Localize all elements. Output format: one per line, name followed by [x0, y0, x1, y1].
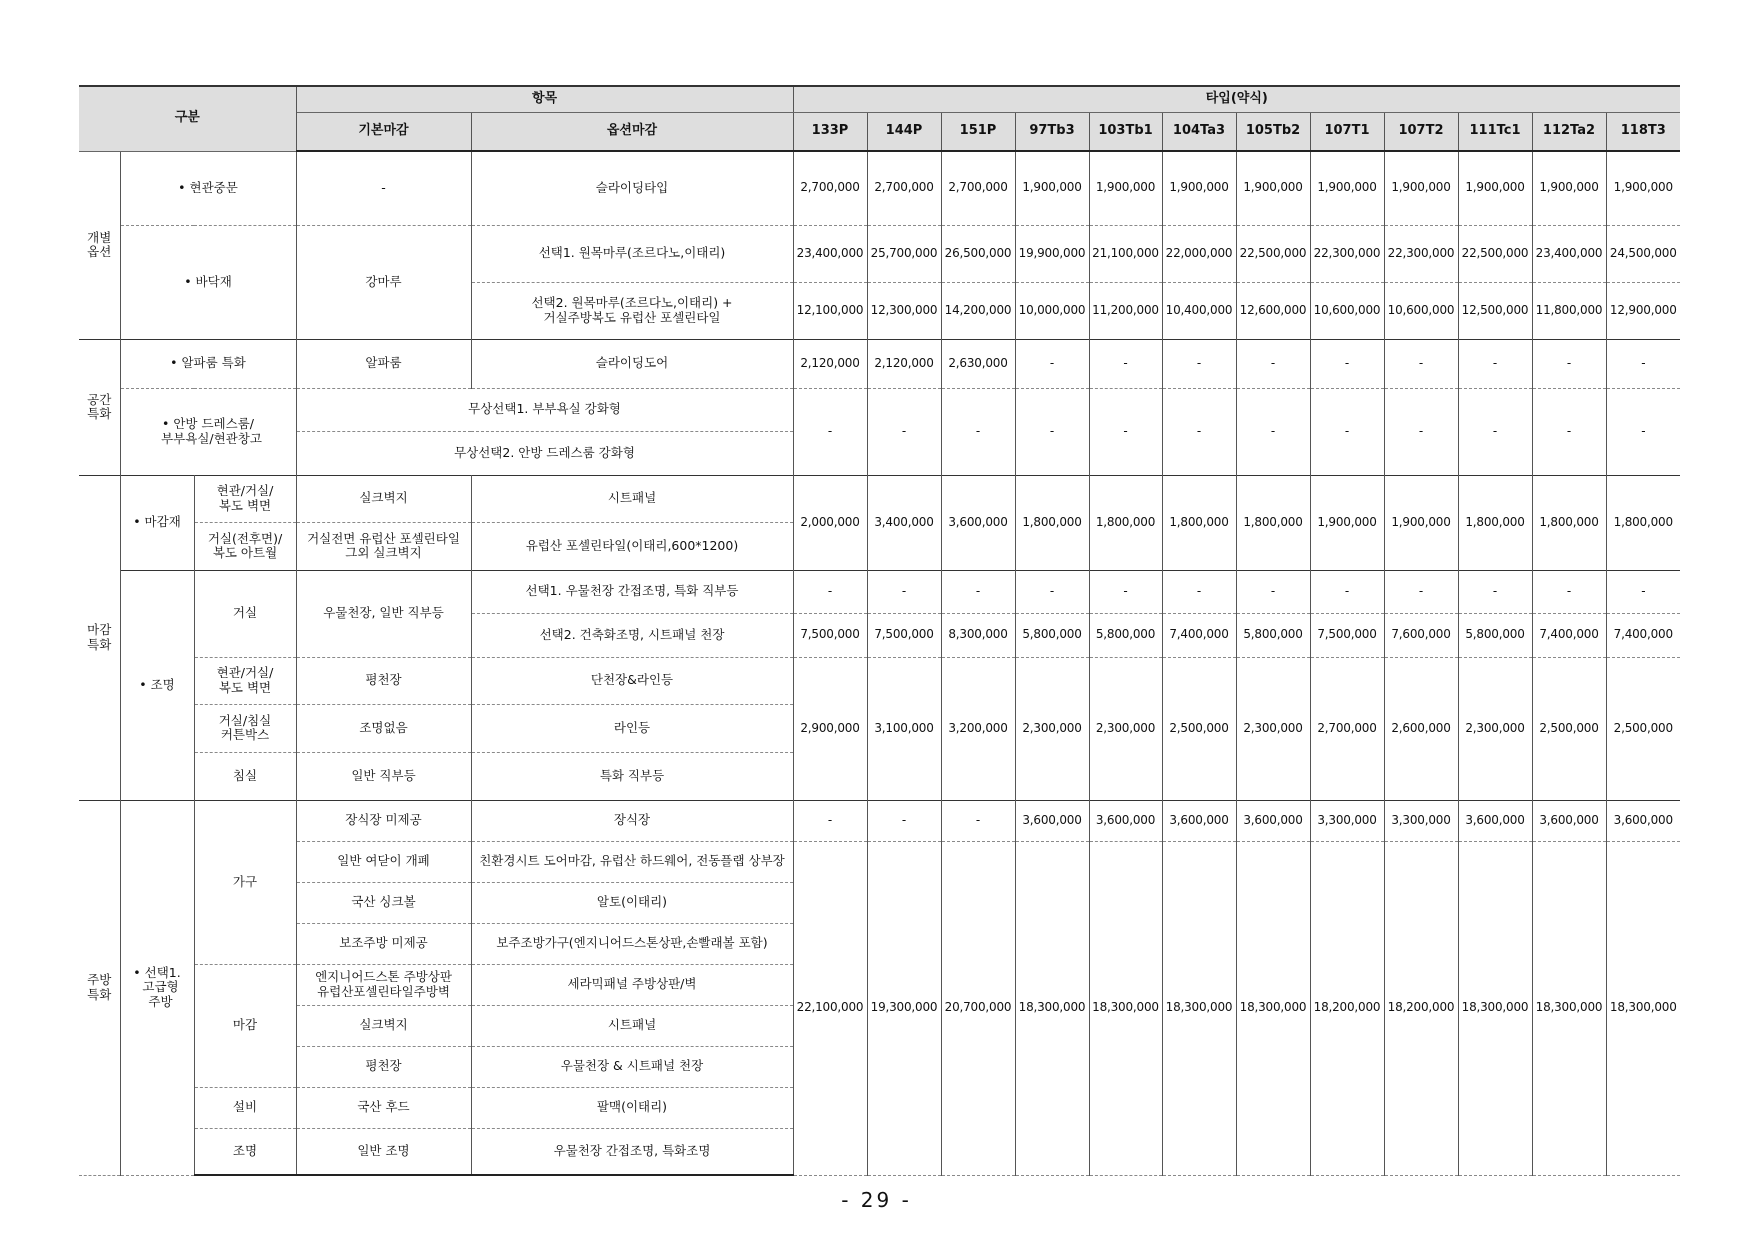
header-type: 104Ta3 — [1162, 112, 1236, 151]
price-cell: - — [1532, 388, 1606, 475]
basic-cell: 장식장 미제공 — [296, 800, 471, 841]
price-cell: - — [1236, 339, 1310, 388]
option-cell: 슬라이딩도어 — [471, 339, 793, 388]
basic-cell: 알파룸 — [296, 339, 471, 388]
category-cell: 마감 특화 — [79, 475, 120, 800]
price-cell: 18,300,000 — [1458, 841, 1532, 1175]
price-cell: 25,700,000 — [867, 225, 941, 282]
price-cell: 1,900,000 — [1458, 151, 1532, 225]
price-cell: 5,800,000 — [1015, 613, 1089, 657]
price-cell: 1,900,000 — [1384, 475, 1458, 570]
sub-item-cell: 침실 — [194, 752, 296, 800]
price-cell: 5,800,000 — [1236, 613, 1310, 657]
header-type: 144P — [867, 112, 941, 151]
price-cell: 12,500,000 — [1458, 282, 1532, 339]
item-cell: • 마감재 — [120, 475, 194, 570]
table-row — [79, 800, 1680, 841]
price-cell: 2,300,000 — [1015, 657, 1089, 800]
basic-cell: 일반 여닫이 개폐 — [296, 841, 471, 882]
sub-item-cell: 현관/거실/ 복도 벽면 — [194, 475, 296, 522]
price-cell: - — [941, 570, 1015, 613]
price-cell: 22,000,000 — [1162, 225, 1236, 282]
price-cell: - — [1532, 339, 1606, 388]
price-cell: 1,800,000 — [1532, 475, 1606, 570]
sub-item-cell: 마감 — [194, 964, 296, 1087]
price-cell: - — [793, 570, 867, 613]
option-cell: 시트패널 — [471, 475, 793, 522]
header-basic: 기본마감 — [296, 112, 471, 151]
basic-cell: 보조주방 미제공 — [296, 923, 471, 964]
option-cell: 세라믹패널 주방상판/벽 — [471, 964, 793, 1005]
price-cell: 3,600,000 — [1236, 800, 1310, 841]
price-cell: 26,500,000 — [941, 225, 1015, 282]
option-cell: 알토(이태리) — [471, 882, 793, 923]
price-cell: 5,800,000 — [1089, 613, 1162, 657]
price-cell: - — [1236, 388, 1310, 475]
header-type: 112Ta2 — [1532, 112, 1606, 151]
price-cell: 1,900,000 — [1089, 151, 1162, 225]
price-cell: 2,700,000 — [1310, 657, 1384, 800]
price-cell: 22,300,000 — [1310, 225, 1384, 282]
basic-cell: 일반 조명 — [296, 1128, 471, 1175]
price-cell: 2,500,000 — [1606, 657, 1680, 800]
basic-cell: 엔지니어드스톤 주방상판 유럽산포셀린타일주방벽 — [296, 964, 471, 1005]
price-cell: - — [867, 800, 941, 841]
table-row — [79, 475, 1680, 522]
price-cell: 18,300,000 — [1236, 841, 1310, 1175]
sub-item-cell: 거실 — [194, 570, 296, 657]
price-cell: - — [941, 388, 1015, 475]
option-cell: 유럽산 포셀린타일(이태리,600*1200) — [471, 522, 793, 570]
header-type: 151P — [941, 112, 1015, 151]
price-cell: 10,600,000 — [1384, 282, 1458, 339]
price-cell: - — [941, 800, 1015, 841]
table-row — [79, 339, 1680, 388]
price-cell: 3,600,000 — [941, 475, 1015, 570]
price-cell: 2,900,000 — [793, 657, 867, 800]
header-type-group: 타입(약식) — [793, 86, 1680, 112]
price-cell: 8,300,000 — [941, 613, 1015, 657]
price-cell: 18,300,000 — [1089, 841, 1162, 1175]
header-hangmok: 항목 — [296, 86, 793, 112]
option-cell: 보주조방가구(엔지니어드스톤상판,손빨래볼 포함) — [471, 923, 793, 964]
table-row — [79, 657, 1680, 704]
price-cell: 19,900,000 — [1015, 225, 1089, 282]
price-cell: 1,900,000 — [1015, 151, 1089, 225]
price-cell: 3,200,000 — [941, 657, 1015, 800]
price-cell: 7,600,000 — [1384, 613, 1458, 657]
price-cell: 3,300,000 — [1384, 800, 1458, 841]
price-cell: - — [1606, 339, 1680, 388]
option-cell: 슬라이딩타입 — [471, 151, 793, 225]
price-cell: 3,600,000 — [1015, 800, 1089, 841]
table-row — [79, 388, 1680, 431]
price-cell: 14,200,000 — [941, 282, 1015, 339]
basic-cell: 평천장 — [296, 657, 471, 704]
price-cell: 18,200,000 — [1310, 841, 1384, 1175]
price-cell: 3,600,000 — [1458, 800, 1532, 841]
header-type: 111Tc1 — [1458, 112, 1532, 151]
option-cell: 라인등 — [471, 704, 793, 752]
price-cell: 12,600,000 — [1236, 282, 1310, 339]
page-number: - 29 - — [841, 1188, 912, 1212]
category-cell: 개별 옵션 — [79, 151, 120, 339]
option-cell: 선택1. 우물천장 간접조명, 특화 직부등 — [471, 570, 793, 613]
price-cell: - — [1089, 388, 1162, 475]
price-cell: 22,500,000 — [1458, 225, 1532, 282]
basic-cell: 평천장 — [296, 1046, 471, 1087]
header-type: 103Tb1 — [1089, 112, 1162, 151]
price-cell: 18,300,000 — [1162, 841, 1236, 1175]
sub-item-cell: 현관/거실/ 복도 벽면 — [194, 657, 296, 704]
price-cell: - — [1606, 388, 1680, 475]
price-cell: 2,500,000 — [1532, 657, 1606, 800]
header-type: 105Tb2 — [1236, 112, 1310, 151]
price-cell: 18,300,000 — [1606, 841, 1680, 1175]
price-cell: - — [1532, 570, 1606, 613]
price-cell: 24,500,000 — [1606, 225, 1680, 282]
price-cell: 1,900,000 — [1310, 151, 1384, 225]
item-cell: • 현관중문 — [120, 151, 296, 225]
category-cell: 주방 특화 — [79, 800, 120, 1175]
price-cell: - — [867, 388, 941, 475]
price-cell: - — [1236, 570, 1310, 613]
price-cell: 1,900,000 — [1606, 151, 1680, 225]
price-cell: 18,300,000 — [1015, 841, 1089, 1175]
price-cell: 10,400,000 — [1162, 282, 1236, 339]
table-row — [79, 841, 1680, 882]
sub-item-cell: 가구 — [194, 800, 296, 964]
item-cell: • 알파룸 특화 — [120, 339, 296, 388]
price-cell: 2,700,000 — [793, 151, 867, 225]
price-cell: - — [1015, 339, 1089, 388]
header-type: 107T2 — [1384, 112, 1458, 151]
price-cell: 18,200,000 — [1384, 841, 1458, 1175]
price-cell: - — [1015, 570, 1089, 613]
price-cell: 2,500,000 — [1162, 657, 1236, 800]
price-cell: - — [1384, 388, 1458, 475]
price-cell: - — [1458, 388, 1532, 475]
price-cell: 19,300,000 — [867, 841, 941, 1175]
price-cell: - — [1458, 339, 1532, 388]
option-cell: 우물천장 간접조명, 특화조명 — [471, 1128, 793, 1175]
option-cell: 우물천장 & 시트패널 천장 — [471, 1046, 793, 1087]
price-cell: - — [1310, 388, 1384, 475]
table-row — [79, 225, 1680, 282]
price-cell: - — [1384, 570, 1458, 613]
price-cell: 2,300,000 — [1089, 657, 1162, 800]
header-option: 옵션마감 — [471, 112, 793, 151]
basic-cell: 일반 직부등 — [296, 752, 471, 800]
option-cell: 단천장&라인등 — [471, 657, 793, 704]
price-cell: 2,600,000 — [1384, 657, 1458, 800]
price-cell: 12,300,000 — [867, 282, 941, 339]
price-cell: 3,600,000 — [1089, 800, 1162, 841]
price-cell: 22,500,000 — [1236, 225, 1310, 282]
price-cell: 7,500,000 — [793, 613, 867, 657]
option-cell: 장식장 — [471, 800, 793, 841]
price-cell: 3,600,000 — [1606, 800, 1680, 841]
price-cell: 3,400,000 — [867, 475, 941, 570]
basic-cell: 강마루 — [296, 225, 471, 339]
basic-cell: 실크벽지 — [296, 475, 471, 522]
basic-cell: 국산 싱크볼 — [296, 882, 471, 923]
price-cell: 1,900,000 — [1162, 151, 1236, 225]
price-cell: - — [1310, 339, 1384, 388]
price-cell: - — [1162, 570, 1236, 613]
header-type: 118T3 — [1606, 112, 1680, 151]
price-cell: 3,600,000 — [1532, 800, 1606, 841]
basic-cell: 거실전면 유럽산 포셀린타일 그외 실크벽지 — [296, 522, 471, 570]
option-cell: 선택1. 원목마루(조르다노,이태리) — [471, 225, 793, 282]
basic-cell: 실크벽지 — [296, 1005, 471, 1046]
option-cell: 팔맥(이태리) — [471, 1087, 793, 1128]
price-cell: 7,500,000 — [867, 613, 941, 657]
price-cell: 1,800,000 — [1458, 475, 1532, 570]
price-cell: 1,800,000 — [1236, 475, 1310, 570]
price-cell: 23,400,000 — [1532, 225, 1606, 282]
price-cell: 2,700,000 — [867, 151, 941, 225]
price-cell: 23,400,000 — [793, 225, 867, 282]
price-cell: 7,500,000 — [1310, 613, 1384, 657]
price-cell: - — [793, 800, 867, 841]
price-cell: - — [1384, 339, 1458, 388]
price-cell: 3,600,000 — [1162, 800, 1236, 841]
price-cell: 22,300,000 — [1384, 225, 1458, 282]
price-cell: 1,900,000 — [1310, 475, 1384, 570]
table-row — [79, 151, 1680, 225]
price-cell: 3,300,000 — [1310, 800, 1384, 841]
price-cell: 1,800,000 — [1162, 475, 1236, 570]
price-cell: 2,300,000 — [1236, 657, 1310, 800]
price-cell: 2,120,000 — [793, 339, 867, 388]
sub-item-cell: 거실(전후면)/ 복도 아트월 — [194, 522, 296, 570]
price-cell: 11,800,000 — [1532, 282, 1606, 339]
price-cell: 3,100,000 — [867, 657, 941, 800]
price-cell: - — [1162, 388, 1236, 475]
header-type: 107T1 — [1310, 112, 1384, 151]
price-cell: 2,700,000 — [941, 151, 1015, 225]
price-cell: 1,800,000 — [1015, 475, 1089, 570]
option-cell: 무상선택2. 안방 드레스룸 강화형 — [296, 431, 793, 475]
item-cell: • 바닥재 — [120, 225, 296, 339]
price-cell: 7,400,000 — [1606, 613, 1680, 657]
option-cell: 특화 직부등 — [471, 752, 793, 800]
price-cell: - — [1162, 339, 1236, 388]
price-cell: 20,700,000 — [941, 841, 1015, 1175]
price-cell: - — [1606, 570, 1680, 613]
price-cell: - — [1310, 570, 1384, 613]
sub-item-cell: 조명 — [194, 1128, 296, 1175]
category-cell: 공간 특화 — [79, 339, 120, 475]
price-cell: 2,120,000 — [867, 339, 941, 388]
header-type: 133P — [793, 112, 867, 151]
price-cell: 18,300,000 — [1532, 841, 1606, 1175]
price-cell: 12,100,000 — [793, 282, 867, 339]
item-cell: • 선택1. 고급형 주방 — [120, 800, 194, 1175]
price-cell: 1,900,000 — [1384, 151, 1458, 225]
price-cell: 2,300,000 — [1458, 657, 1532, 800]
item-cell: • 안방 드레스룸/ 부부욕실/현관창고 — [120, 388, 296, 475]
option-cell: 시트패널 — [471, 1005, 793, 1046]
price-cell: 10,000,000 — [1015, 282, 1089, 339]
price-cell: 7,400,000 — [1162, 613, 1236, 657]
option-cell: 무상선택1. 부부욕실 강화형 — [296, 388, 793, 431]
sub-item-cell: 설비 — [194, 1087, 296, 1128]
basic-cell: - — [296, 151, 471, 225]
header-type: 97Tb3 — [1015, 112, 1089, 151]
price-cell: 11,200,000 — [1089, 282, 1162, 339]
basic-cell: 조명없음 — [296, 704, 471, 752]
item-cell: • 조명 — [120, 570, 194, 800]
header-gubun: 구분 — [79, 86, 296, 151]
price-cell: 12,900,000 — [1606, 282, 1680, 339]
basic-cell: 국산 후드 — [296, 1087, 471, 1128]
option-cell: 친환경시트 도어마감, 유럽산 하드웨어, 전동플랩 상부장 — [471, 841, 793, 882]
price-cell: - — [1089, 339, 1162, 388]
option-cell: 선택2. 건축화조명, 시트패널 천장 — [471, 613, 793, 657]
price-cell: 1,900,000 — [1532, 151, 1606, 225]
price-cell: - — [1089, 570, 1162, 613]
price-cell: 1,800,000 — [1606, 475, 1680, 570]
price-cell: - — [793, 388, 867, 475]
price-cell: 5,800,000 — [1458, 613, 1532, 657]
price-cell: 10,600,000 — [1310, 282, 1384, 339]
price-cell: 2,630,000 — [941, 339, 1015, 388]
basic-cell: 우물천장, 일반 직부등 — [296, 570, 471, 657]
price-cell: 1,800,000 — [1089, 475, 1162, 570]
price-cell: - — [867, 570, 941, 613]
table-row — [79, 570, 1680, 613]
price-cell: 1,900,000 — [1236, 151, 1310, 225]
option-cell: 선택2. 원목마루(조르다노,이태리) + 거실주방복도 유럽산 포셀린타일 — [471, 282, 793, 339]
price-cell: - — [1015, 388, 1089, 475]
option-price-table — [79, 85, 1680, 1176]
price-cell: 21,100,000 — [1089, 225, 1162, 282]
price-cell: 7,400,000 — [1532, 613, 1606, 657]
sub-item-cell: 거실/침실 커튼박스 — [194, 704, 296, 752]
price-cell: 2,000,000 — [793, 475, 867, 570]
price-cell: - — [1458, 570, 1532, 613]
price-cell: 22,100,000 — [793, 841, 867, 1175]
